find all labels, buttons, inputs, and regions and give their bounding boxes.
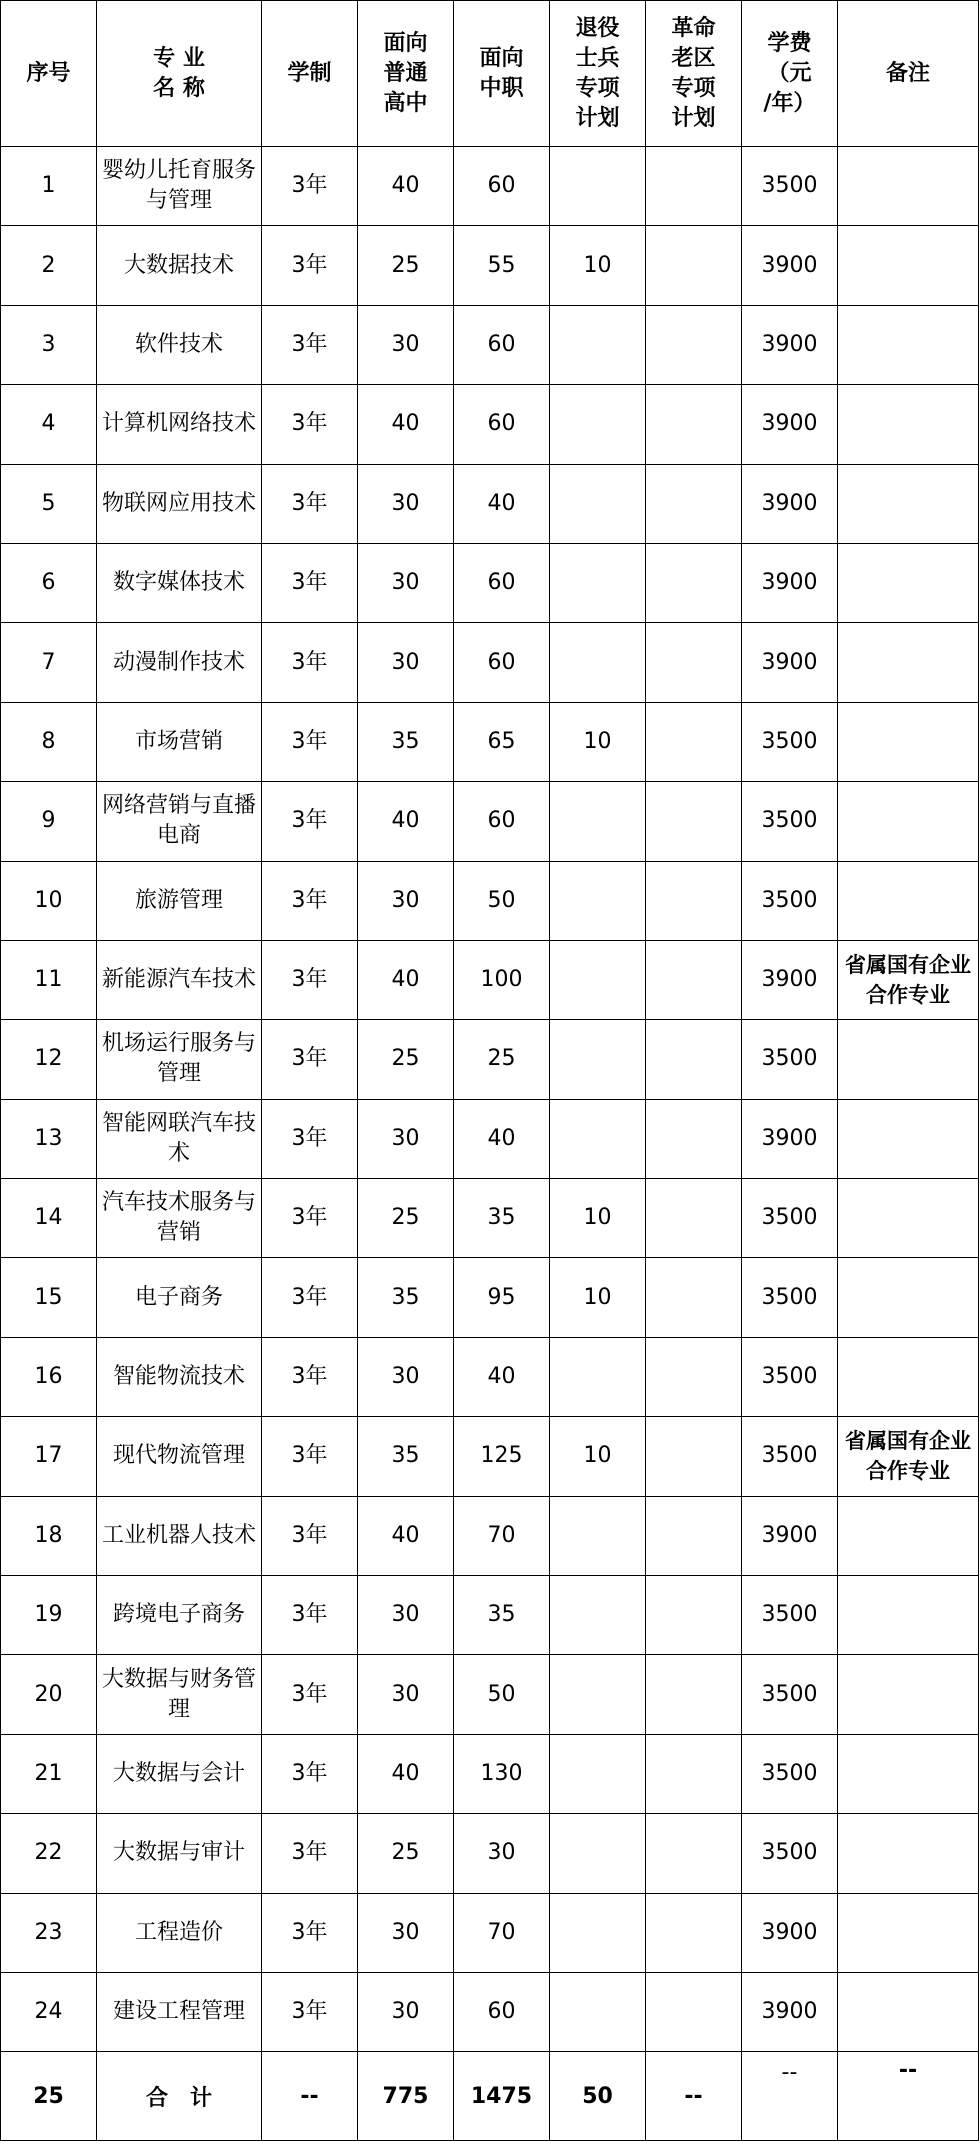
cell-seq: 20: [1, 1655, 97, 1734]
cell-veteran-plan: 10: [550, 702, 646, 781]
cell-general-highschool: 30: [358, 543, 454, 622]
total-fee: --: [742, 2052, 838, 2141]
cell-major-name: 机场运行服务与管理: [97, 1020, 262, 1099]
cell-major-name: 跨境电子商务: [97, 1576, 262, 1655]
cell-major-name: 大数据技术: [97, 226, 262, 305]
table-row: [1, 543, 979, 622]
cell-vocational: 60: [454, 1972, 550, 2051]
cell-duration: 3年: [262, 1258, 358, 1337]
total-row: [1, 2052, 979, 2141]
cell-major-name: 新能源汽车技术: [97, 940, 262, 1019]
cell-tuition-fee: 3500: [742, 782, 838, 861]
cell-vocational: 40: [454, 1099, 550, 1178]
cell-revolution-area-plan: [646, 1258, 742, 1337]
cell-seq: 10: [1, 861, 97, 940]
table-row: [1, 1655, 979, 1734]
cell-duration: 3年: [262, 1576, 358, 1655]
cell-tuition-fee: 3500: [742, 1258, 838, 1337]
table-row: [1, 1972, 979, 2051]
cell-note: [838, 1337, 979, 1416]
cell-note: [838, 385, 979, 464]
cell-duration: 3年: [262, 305, 358, 384]
cell-note: [838, 1258, 979, 1337]
cell-revolution-area-plan: [646, 1417, 742, 1496]
cell-note: [838, 147, 979, 226]
cell-general-highschool: 25: [358, 1814, 454, 1893]
table-row: [1, 702, 979, 781]
cell-duration: 3年: [262, 1734, 358, 1813]
table-row: [1, 940, 979, 1019]
cell-general-highschool: 30: [358, 861, 454, 940]
cell-duration: 3年: [262, 1972, 358, 2051]
cell-seq: 1: [1, 147, 97, 226]
table-row: [1, 1099, 979, 1178]
cell-major-name: 建设工程管理: [97, 1972, 262, 2051]
cell-note: 省属国有企业合作专业: [838, 940, 979, 1019]
cell-note: [838, 782, 979, 861]
cell-tuition-fee: 3900: [742, 385, 838, 464]
cell-veteran-plan: [550, 147, 646, 226]
cell-duration: 3年: [262, 1417, 358, 1496]
cell-note: [838, 1655, 979, 1734]
cell-seq: 16: [1, 1337, 97, 1416]
total-label: 合 计: [97, 2052, 262, 2141]
table-row: [1, 147, 979, 226]
cell-revolution-area-plan: [646, 1734, 742, 1813]
cell-general-highschool: 30: [358, 1099, 454, 1178]
cell-note: [838, 464, 979, 543]
cell-seq: 14: [1, 1179, 97, 1258]
table-footer: [1, 2052, 979, 2141]
cell-vocational: 60: [454, 305, 550, 384]
table-row: [1, 1020, 979, 1099]
total-seq: 25: [1, 2052, 97, 2141]
cell-seq: 4: [1, 385, 97, 464]
cell-veteran-plan: [550, 782, 646, 861]
cell-note: [838, 543, 979, 622]
cell-veteran-plan: [550, 1972, 646, 2051]
cell-veteran-plan: [550, 1020, 646, 1099]
cell-tuition-fee: 3900: [742, 464, 838, 543]
cell-revolution-area-plan: [646, 543, 742, 622]
table-row: [1, 1179, 979, 1258]
header-revolution-area-plan: 革命 老区 专项 计划: [646, 1, 742, 147]
table-row: [1, 623, 979, 702]
cell-revolution-area-plan: [646, 464, 742, 543]
cell-veteran-plan: [550, 861, 646, 940]
cell-major-name: 智能物流技术: [97, 1337, 262, 1416]
cell-veteran-plan: 10: [550, 226, 646, 305]
cell-tuition-fee: 3900: [742, 623, 838, 702]
cell-vocational: 60: [454, 147, 550, 226]
cell-note: [838, 623, 979, 702]
cell-general-highschool: 40: [358, 385, 454, 464]
cell-general-highschool: 30: [358, 623, 454, 702]
cell-seq: 19: [1, 1576, 97, 1655]
cell-tuition-fee: 3900: [742, 940, 838, 1019]
cell-vocational: 55: [454, 226, 550, 305]
cell-major-name: 软件技术: [97, 305, 262, 384]
cell-note: [838, 1576, 979, 1655]
cell-revolution-area-plan: [646, 782, 742, 861]
cell-vocational: 60: [454, 782, 550, 861]
cell-veteran-plan: [550, 1655, 646, 1734]
cell-duration: 3年: [262, 1496, 358, 1575]
cell-veteran-plan: 10: [550, 1258, 646, 1337]
cell-seq: 2: [1, 226, 97, 305]
cell-vocational: 70: [454, 1893, 550, 1972]
table-row: [1, 1576, 979, 1655]
cell-note: [838, 226, 979, 305]
cell-veteran-plan: [550, 1496, 646, 1575]
cell-tuition-fee: 3500: [742, 1020, 838, 1099]
cell-tuition-fee: 3900: [742, 226, 838, 305]
cell-tuition-fee: 3500: [742, 702, 838, 781]
cell-seq: 23: [1, 1893, 97, 1972]
cell-revolution-area-plan: [646, 147, 742, 226]
cell-vocational: 100: [454, 940, 550, 1019]
total-vocational: 1475: [454, 2052, 550, 2141]
cell-note: [838, 1734, 979, 1813]
cell-veteran-plan: [550, 1734, 646, 1813]
cell-note: 省属国有企业合作专业: [838, 1417, 979, 1496]
cell-revolution-area-plan: [646, 1972, 742, 2051]
table-row: [1, 226, 979, 305]
cell-general-highschool: 30: [358, 1337, 454, 1416]
cell-major-name: 电子商务: [97, 1258, 262, 1337]
cell-major-name: 现代物流管理: [97, 1417, 262, 1496]
cell-tuition-fee: 3500: [742, 1814, 838, 1893]
cell-veteran-plan: [550, 1814, 646, 1893]
cell-seq: 18: [1, 1496, 97, 1575]
cell-seq: 24: [1, 1972, 97, 2051]
cell-seq: 13: [1, 1099, 97, 1178]
cell-duration: 3年: [262, 702, 358, 781]
cell-vocational: 125: [454, 1417, 550, 1496]
cell-note: [838, 1020, 979, 1099]
cell-vocational: 35: [454, 1179, 550, 1258]
cell-major-name: 汽车技术服务与营销: [97, 1179, 262, 1258]
cell-major-name: 计算机网络技术: [97, 385, 262, 464]
cell-note: [838, 305, 979, 384]
cell-veteran-plan: [550, 940, 646, 1019]
cell-general-highschool: 30: [358, 1655, 454, 1734]
cell-note: [838, 702, 979, 781]
cell-general-highschool: 25: [358, 1179, 454, 1258]
cell-veteran-plan: [550, 543, 646, 622]
cell-major-name: 婴幼儿托育服务与管理: [97, 147, 262, 226]
cell-note: [838, 1496, 979, 1575]
cell-major-name: 大数据与审计: [97, 1814, 262, 1893]
cell-vocational: 60: [454, 623, 550, 702]
cell-general-highschool: 40: [358, 782, 454, 861]
cell-general-highschool: 35: [358, 1417, 454, 1496]
cell-tuition-fee: 3900: [742, 1099, 838, 1178]
cell-vocational: 50: [454, 861, 550, 940]
cell-vocational: 95: [454, 1258, 550, 1337]
cell-veteran-plan: [550, 1576, 646, 1655]
cell-general-highschool: 30: [358, 1972, 454, 2051]
cell-major-name: 网络营销与直播电商: [97, 782, 262, 861]
cell-general-highschool: 35: [358, 1258, 454, 1337]
cell-vocational: 30: [454, 1814, 550, 1893]
cell-revolution-area-plan: [646, 1099, 742, 1178]
table-row: [1, 305, 979, 384]
cell-general-highschool: 35: [358, 702, 454, 781]
header-seq: 序号: [1, 1, 97, 147]
cell-general-highschool: 40: [358, 1734, 454, 1813]
cell-revolution-area-plan: [646, 1814, 742, 1893]
table-row: [1, 1337, 979, 1416]
cell-revolution-area-plan: [646, 861, 742, 940]
cell-duration: 3年: [262, 1099, 358, 1178]
cell-seq: 9: [1, 782, 97, 861]
cell-note: [838, 861, 979, 940]
cell-vocational: 25: [454, 1020, 550, 1099]
cell-tuition-fee: 3900: [742, 1893, 838, 1972]
cell-duration: 3年: [262, 1179, 358, 1258]
table-row: [1, 782, 979, 861]
cell-veteran-plan: [550, 305, 646, 384]
cell-revolution-area-plan: [646, 385, 742, 464]
cell-tuition-fee: 3500: [742, 1417, 838, 1496]
cell-major-name: 市场营销: [97, 702, 262, 781]
total-duration: --: [262, 2052, 358, 2141]
cell-revolution-area-plan: [646, 702, 742, 781]
table-row: [1, 1814, 979, 1893]
cell-note: [838, 1814, 979, 1893]
cell-duration: 3年: [262, 623, 358, 702]
cell-duration: 3年: [262, 226, 358, 305]
cell-seq: 6: [1, 543, 97, 622]
cell-major-name: 大数据与财务管理: [97, 1655, 262, 1734]
cell-general-highschool: 30: [358, 1893, 454, 1972]
cell-tuition-fee: 3900: [742, 543, 838, 622]
table-row: [1, 385, 979, 464]
cell-duration: 3年: [262, 861, 358, 940]
cell-vocational: 35: [454, 1576, 550, 1655]
cell-seq: 12: [1, 1020, 97, 1099]
cell-veteran-plan: [550, 1099, 646, 1178]
cell-vocational: 60: [454, 543, 550, 622]
table-row: [1, 1496, 979, 1575]
cell-vocational: 50: [454, 1655, 550, 1734]
cell-veteran-plan: [550, 385, 646, 464]
cell-tuition-fee: 3900: [742, 1972, 838, 2051]
cell-revolution-area-plan: [646, 940, 742, 1019]
cell-duration: 3年: [262, 940, 358, 1019]
cell-note: [838, 1893, 979, 1972]
cell-major-name: 旅游管理: [97, 861, 262, 940]
cell-duration: 3年: [262, 1655, 358, 1734]
cell-veteran-plan: 10: [550, 1417, 646, 1496]
cell-duration: 3年: [262, 464, 358, 543]
cell-vocational: 40: [454, 1337, 550, 1416]
cell-revolution-area-plan: [646, 226, 742, 305]
cell-revolution-area-plan: [646, 1337, 742, 1416]
table-row: [1, 1417, 979, 1496]
cell-duration: 3年: [262, 385, 358, 464]
cell-general-highschool: 40: [358, 147, 454, 226]
table-body: [1, 147, 979, 2052]
cell-major-name: 动漫制作技术: [97, 623, 262, 702]
cell-revolution-area-plan: [646, 1020, 742, 1099]
cell-seq: 8: [1, 702, 97, 781]
header-vocational: 面向 中职: [454, 1, 550, 147]
cell-veteran-plan: [550, 1893, 646, 1972]
table-row: [1, 861, 979, 940]
cell-vocational: 65: [454, 702, 550, 781]
cell-general-highschool: 30: [358, 305, 454, 384]
cell-duration: 3年: [262, 1893, 358, 1972]
table-row: [1, 1734, 979, 1813]
cell-duration: 3年: [262, 1020, 358, 1099]
cell-revolution-area-plan: [646, 1496, 742, 1575]
cell-duration: 3年: [262, 1814, 358, 1893]
header-note: 备注: [838, 1, 979, 147]
cell-revolution-area-plan: [646, 1655, 742, 1734]
table-row: [1, 1893, 979, 1972]
cell-revolution-area-plan: [646, 305, 742, 384]
total-revolution: --: [646, 2052, 742, 2141]
header-veteran-plan: 退役 士兵 专项 计划: [550, 1, 646, 147]
cell-tuition-fee: 3500: [742, 147, 838, 226]
cell-duration: 3年: [262, 543, 358, 622]
cell-general-highschool: 25: [358, 1020, 454, 1099]
cell-tuition-fee: 3500: [742, 1576, 838, 1655]
total-veteran: 50: [550, 2052, 646, 2141]
cell-note: [838, 1099, 979, 1178]
cell-tuition-fee: 3500: [742, 1179, 838, 1258]
cell-veteran-plan: 10: [550, 1179, 646, 1258]
cell-tuition-fee: 3500: [742, 861, 838, 940]
cell-general-highschool: 40: [358, 940, 454, 1019]
cell-vocational: 60: [454, 385, 550, 464]
cell-vocational: 70: [454, 1496, 550, 1575]
cell-revolution-area-plan: [646, 1576, 742, 1655]
cell-seq: 15: [1, 1258, 97, 1337]
cell-tuition-fee: 3500: [742, 1655, 838, 1734]
table-row: [1, 1258, 979, 1337]
header-tuition-fee: 学费 （元 /年）: [742, 1, 838, 147]
cell-duration: 3年: [262, 147, 358, 226]
header-duration: 学制: [262, 1, 358, 147]
header-row: [1, 1, 979, 147]
cell-major-name: 数字媒体技术: [97, 543, 262, 622]
table-header: [1, 1, 979, 147]
cell-veteran-plan: [550, 464, 646, 543]
cell-seq: 7: [1, 623, 97, 702]
cell-general-highschool: 30: [358, 464, 454, 543]
cell-tuition-fee: 3500: [742, 1337, 838, 1416]
cell-duration: 3年: [262, 782, 358, 861]
cell-tuition-fee: 3900: [742, 1496, 838, 1575]
cell-vocational: 130: [454, 1734, 550, 1813]
cell-tuition-fee: 3500: [742, 1734, 838, 1813]
cell-note: [838, 1179, 979, 1258]
cell-seq: 22: [1, 1814, 97, 1893]
cell-major-name: 工程造价: [97, 1893, 262, 1972]
cell-major-name: 工业机器人技术: [97, 1496, 262, 1575]
cell-major-name: 物联网应用技术: [97, 464, 262, 543]
cell-duration: 3年: [262, 1337, 358, 1416]
cell-tuition-fee: 3900: [742, 305, 838, 384]
header-general-highschool: 面向 普通 高中: [358, 1, 454, 147]
cell-revolution-area-plan: [646, 1893, 742, 1972]
cell-vocational: 40: [454, 464, 550, 543]
cell-veteran-plan: [550, 1337, 646, 1416]
cell-seq: 11: [1, 940, 97, 1019]
total-general: 775: [358, 2052, 454, 2141]
cell-seq: 3: [1, 305, 97, 384]
cell-note: [838, 1972, 979, 2051]
cell-general-highschool: 25: [358, 226, 454, 305]
header-major-name: 专 业 名 称: [97, 1, 262, 147]
cell-general-highschool: 30: [358, 1576, 454, 1655]
cell-revolution-area-plan: [646, 623, 742, 702]
cell-seq: 5: [1, 464, 97, 543]
cell-seq: 21: [1, 1734, 97, 1813]
cell-major-name: 智能网联汽车技术: [97, 1099, 262, 1178]
table-row: [1, 464, 979, 543]
cell-general-highschool: 40: [358, 1496, 454, 1575]
cell-revolution-area-plan: [646, 1179, 742, 1258]
cell-major-name: 大数据与会计: [97, 1734, 262, 1813]
cell-seq: 17: [1, 1417, 97, 1496]
total-note: --: [838, 2052, 979, 2141]
cell-veteran-plan: [550, 623, 646, 702]
